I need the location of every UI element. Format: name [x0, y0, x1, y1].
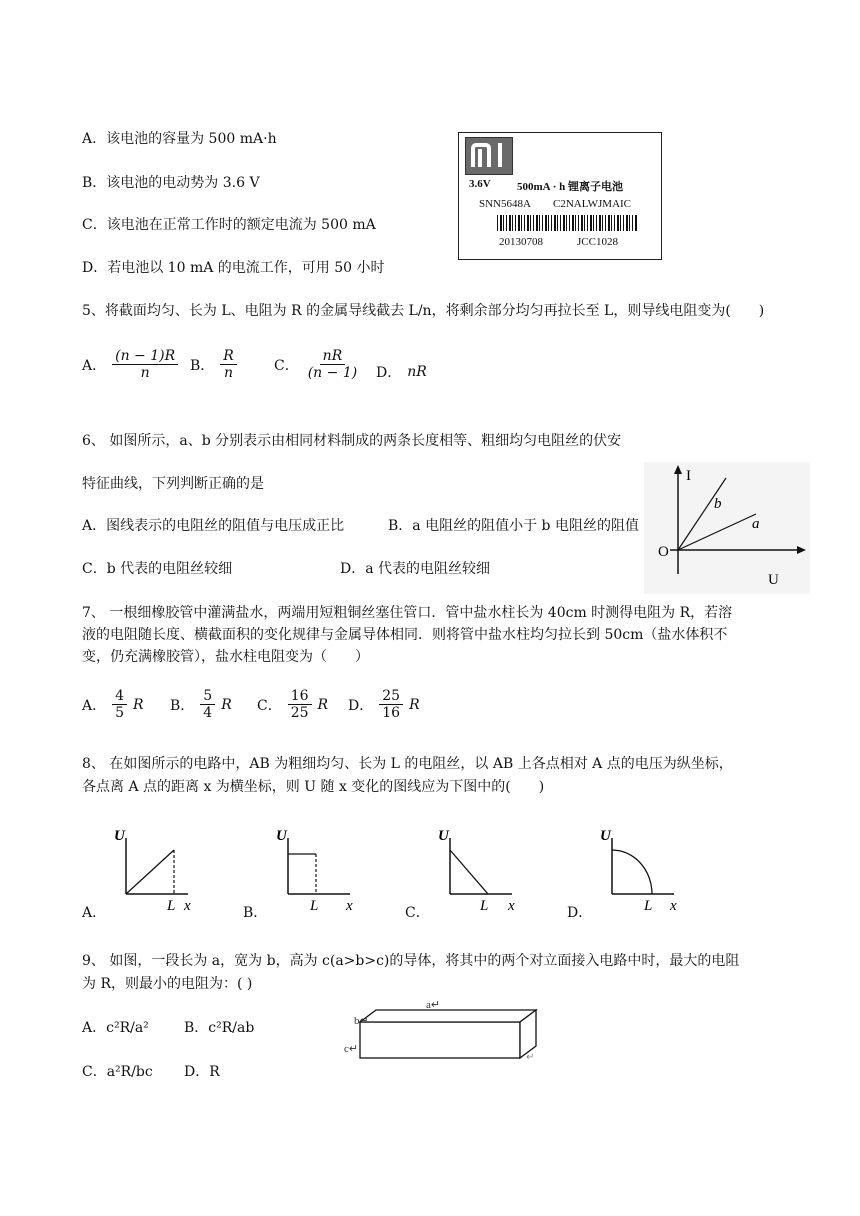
q4-option-d: D．若电池以 10 mA 的电流工作，可用 50 小时 [82, 260, 385, 276]
i-label: I [686, 468, 691, 484]
q9-option-d: D．R [184, 1064, 220, 1080]
svg-text:U: U [276, 828, 287, 844]
linear-line [126, 850, 174, 894]
q6-stem-line2: 特征曲线，下列判断正确的是 [82, 476, 264, 492]
label-capacity: 500mA · h 锂离子电池 [517, 181, 624, 193]
q5-option-c: C． $\frac{nR}{(n - 1)}$ [274, 348, 358, 382]
box-front [360, 1022, 520, 1058]
q6-option-c: C．b 代表的电阻丝较细 [82, 561, 233, 577]
q8-stem-line1: 8、 在如图所示的电路中，AB 为粗细均匀、长为 L 的电阻丝，以 AB 上各点相对 A 点的电压为纵坐标， [82, 756, 733, 772]
q9-box-diagram [340, 998, 540, 1066]
q6-stem-line1: 6、 如图所示，a、b 分别表示由相同材料制成的两条长度相等、粗细均匀电阻丝的伏安 [82, 433, 622, 449]
q8-graph-b [270, 826, 360, 916]
q9-stem-line2: 为 R，则最小的电阻为：( ) [82, 976, 253, 992]
q9-option-b: B．c²R/ab [184, 1020, 255, 1036]
q7-stem-line3: 变，仍充满橡胶管），盐水柱电阻变为（ ） [82, 649, 369, 665]
q7-option-b: B． $\frac{5}{4}$ R [170, 688, 232, 722]
svg-text:x: x [346, 898, 353, 914]
label-date: 20130708 [499, 236, 543, 248]
svg-text:L: L [644, 898, 653, 914]
q9-option-a: A．c²R/a² [82, 1020, 149, 1036]
svg-text:x: x [670, 898, 677, 914]
svg-text:x: x [508, 898, 515, 914]
q7-option-c: C． $\frac{16}{25}$ R [257, 688, 329, 722]
q4-option-a: A．该电池的容量为 500 mA·h [82, 131, 277, 147]
q8-graph-c-letter: C． [405, 905, 430, 921]
barcode [497, 215, 637, 231]
decreasing-line [450, 850, 488, 894]
q4-option-c: C．该电池在正常工作时的额定电流为 500 mA [82, 217, 376, 233]
b-label: b [714, 496, 722, 512]
svg-text:L: L [167, 898, 176, 914]
svg-text:L: L [480, 898, 489, 914]
q8-graph-a [108, 826, 198, 916]
q8-graph-b-letter: B． [243, 905, 268, 921]
q6-option-d: D．a 代表的电阻丝较细 [340, 561, 491, 577]
q5-option-d: D． nR [376, 364, 427, 381]
origin-label: O [658, 544, 669, 560]
q7-option-a: A． $\frac{4}{5}$ R [82, 688, 144, 722]
arc-curve [612, 850, 652, 894]
label-serial-right: C2NALWJMAIC [553, 198, 632, 210]
box-top [360, 1010, 536, 1022]
u-label: U [768, 572, 779, 588]
q6-iv-graph [644, 462, 810, 594]
q8-graph-d-letter: D． [567, 905, 593, 921]
q5-stem: 5、将截面均匀、长为 L、电阻为 R 的金属导线截去 L/n，将剩余部分均匀再拉长至 L，则导线电阻变为( ) [82, 303, 765, 319]
box-label-c: c↵ [344, 1043, 359, 1055]
label-voltage: 3.6V [469, 178, 491, 190]
q6-option-a: A．图线表示的电阻丝的阻值与电压成正比 [82, 518, 345, 534]
a-label: a [752, 516, 760, 532]
q8-graph-d [594, 826, 684, 916]
q7-option-d: D． $\frac{25}{16}$ R [348, 688, 420, 722]
q8-stem-line2: 各点离 A 点的距离 x 为横坐标，则 U 随 x 变化的图线应为下图中的( ) [82, 779, 545, 795]
svg-text:U: U [600, 828, 611, 844]
box-label-corner: ↵ [526, 1052, 535, 1063]
q8-graph-c [432, 826, 522, 916]
q6-option-b: B．a 电阻丝的阻值小于 b 电阻丝的阻值 [388, 518, 639, 534]
q7-stem-line2: 液的电阻随长度、横截面积的变化规律与金属导体相同．则将管中盐水柱均匀拉长到 50cm（盐水体积不 [82, 627, 728, 643]
label-serial-left: SNN5648A [479, 198, 531, 210]
q7-stem-line1: 7、 一根细橡胶管中灌满盐水，两端用短粗铜丝塞住管口．管中盐水柱长为 40cm 时测得电阻为 R，若溶 [82, 605, 733, 621]
svg-text:U: U [438, 828, 449, 844]
q8-graph-a-letter: A． [82, 905, 107, 921]
q5-option-b: B． $\frac{R}{n}$ [190, 348, 237, 381]
svg-text:x: x [184, 898, 191, 914]
q9-option-c: C．a²R/bc [82, 1064, 153, 1080]
label-code: JCC1028 [577, 236, 618, 248]
mi-logo [465, 137, 513, 175]
svg-text:L: L [310, 898, 319, 914]
box-label-a: a↵ [426, 999, 441, 1011]
box-label-b: b↵ [354, 1015, 369, 1027]
q5-option-a: A． $\frac{(n - 1)R}{n}$ [82, 348, 178, 381]
q9-stem-line1: 9、 如图，一段长为 a，宽为 b，高为 c(a>b>c)的导体，将其中的两个对立面接入电路中时，最大的电阻 [82, 953, 740, 969]
battery-label [458, 132, 662, 260]
q4-option-b: B．该电池的电动势为 3.6 V [82, 175, 260, 191]
svg-text:U: U [114, 828, 125, 844]
